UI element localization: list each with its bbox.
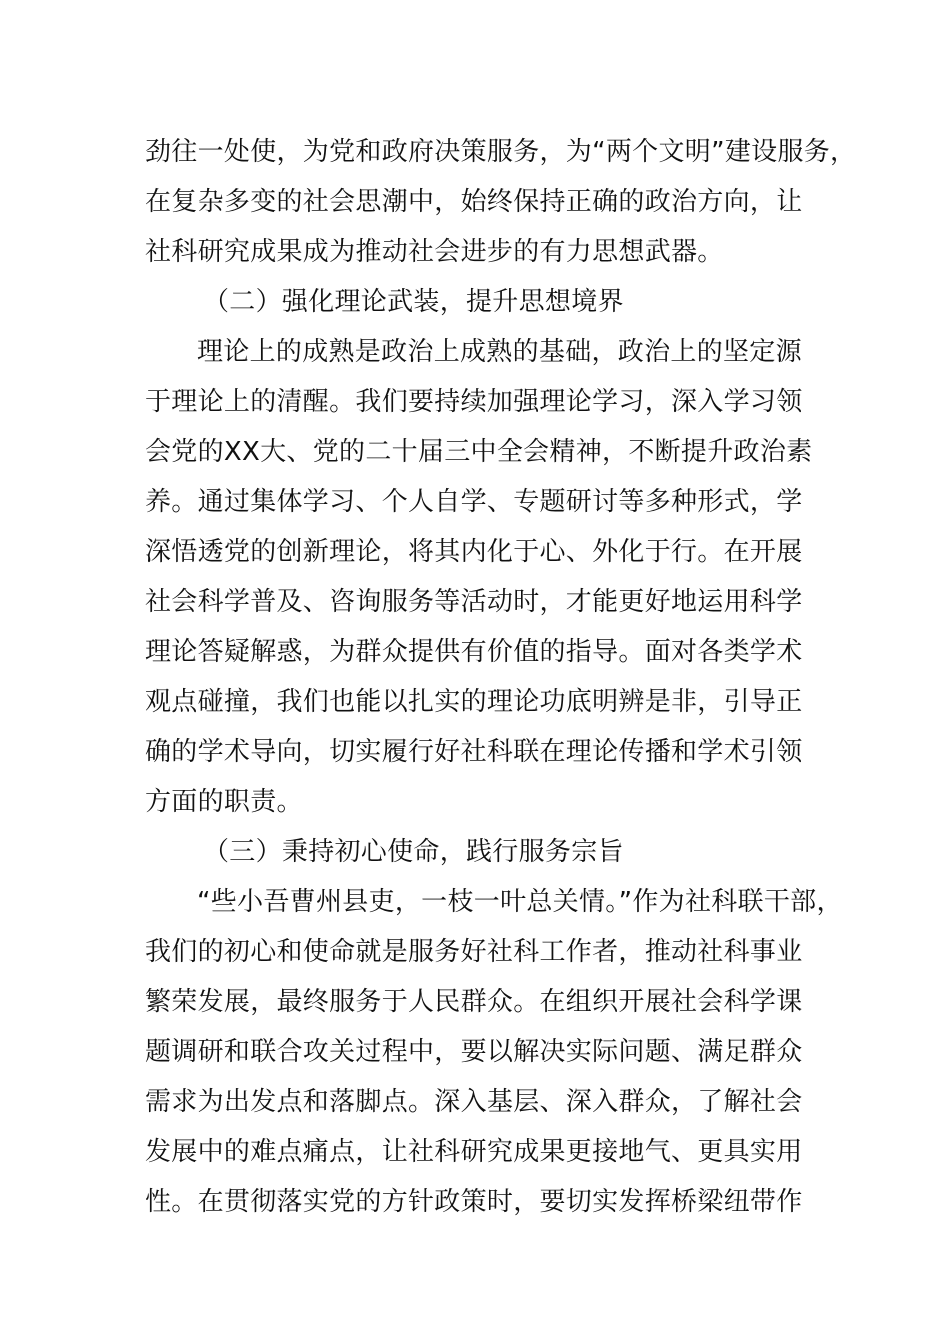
text-line: 社会科学普及、咨询服务等活动时，才能更好地运用科学 (145, 587, 803, 617)
section-heading-2: （二）强化理论武装，提升思想境界 (203, 287, 624, 317)
text-line: 理论答疑解惑，为群众提供有价值的指导。面对各类学术 (145, 637, 803, 667)
text-line: 我们的初心和使命就是服务好社科工作者，推动社科事业 (145, 937, 803, 967)
text-line: 性。在贯彻落实党的方针政策时，要切实发挥桥梁纽带作 (145, 1187, 803, 1217)
text-line: 养。通过集体学习、个人自学、专题研讨等多种形式，学 (145, 487, 803, 517)
document-body (145, 127, 857, 1227)
text-line: 劲往一处使，为党和政府决策服务，为“两个文明”建设服务， (145, 137, 857, 167)
paragraph-first-line: 理论上的成熟是政治上成熟的基础，政治上的坚定源 (197, 337, 802, 367)
text-line: 确的学术导向，切实履行好社科联在理论传播和学术引领 (145, 737, 803, 767)
text-line: 方面的职责。 (145, 787, 303, 817)
text-line: 需求为出发点和落脚点。深入基层、深入群众，了解社会 (145, 1087, 803, 1117)
text-line: 发展中的难点痛点，让社科研究成果更接地气、更具实用 (145, 1137, 803, 1167)
text-line: 社科研究成果成为推动社会进步的有力思想武器。 (145, 237, 724, 267)
section-heading-3: （三）秉持初心使命，践行服务宗旨 (203, 837, 624, 867)
text-line: 深悟透党的创新理论，将其内化于心、外化于行。在开展 (145, 537, 803, 567)
text-line: 观点碰撞，我们也能以扎实的理论功底明辨是非，引导正 (145, 687, 803, 717)
text-line: 题调研和联合攻关过程中，要以解决实际问题、满足群众 (145, 1037, 803, 1067)
text-line: 会党的XX大、党的二十届三中全会精神，不断提升政治素 (145, 437, 813, 467)
paragraph-first-line: “些小吾曹州县吏，一枝一叶总关情。”作为社科联干部， (197, 887, 843, 917)
text-line: 繁荣发展，最终服务于人民群众。在组织开展社会科学课 (145, 987, 803, 1017)
text-line: 于理论上的清醒。我们要持续加强理论学习，深入学习领 (145, 387, 803, 417)
text-line: 在复杂多变的社会思潮中，始终保持正确的政治方向，让 (145, 187, 803, 217)
